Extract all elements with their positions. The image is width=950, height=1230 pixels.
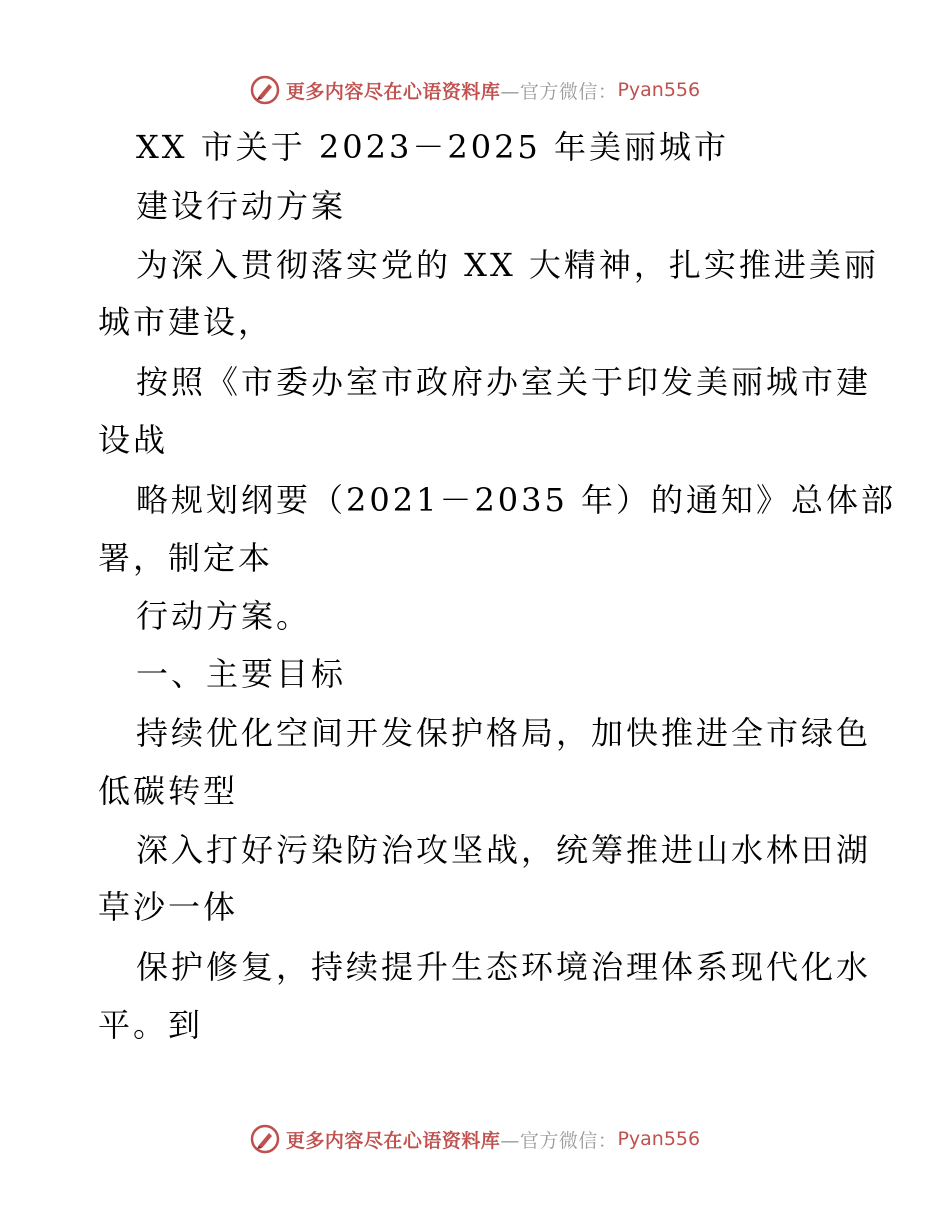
paragraph-line: 略规划纲要（2021－2035 年）的通知》总体部 [136, 481, 897, 519]
watermark-main-text: 更多内容尽在心语资料库 [285, 80, 501, 103]
paragraph-line: 署，制定本 [98, 539, 274, 577]
watermark-wechat-id: Pyan556 [617, 1128, 701, 1150]
watermark-wechat-id: Pyan556 [617, 79, 701, 101]
watermark-sub-text: —官方微信： [500, 1129, 618, 1152]
paragraph-line: 行动方案。 [136, 597, 312, 635]
document-title-line-1: XX 市关于 2023－2025 年美丽城市 [136, 128, 729, 166]
footer-watermark [0, 1119, 950, 1159]
header-watermark [0, 70, 950, 110]
paragraph-line: 城市建设， [98, 303, 274, 341]
section-heading: 一、主要目标 [136, 655, 347, 693]
paragraph-line: 按照《市委办室市政府办室关于印发美丽城市建 [136, 363, 872, 401]
paragraph-line: 低碳转型 [98, 772, 239, 810]
document-title-line-2: 建设行动方案 [136, 187, 347, 225]
paragraph-line: 保护修复，持续提升生态环境治理体系现代化水 [136, 948, 872, 986]
paragraph-line: 持续优化空间开发保护格局，加快推进全市绿色 [136, 714, 872, 752]
paragraph-line: 深入打好污染防治攻坚战，统筹推进山水林田湖 [136, 831, 872, 869]
pen-logo-icon [250, 75, 280, 105]
paragraph-line: 设战 [98, 421, 169, 459]
watermark-sub-text: —官方微信： [500, 80, 618, 103]
paragraph-line: 草沙一体 [98, 888, 239, 926]
watermark-main-text: 更多内容尽在心语资料库 [285, 1129, 501, 1152]
paragraph-line: 为深入贯彻落实党的 XX 大精神，扎实推进美丽 [136, 246, 879, 284]
pen-logo-icon [250, 1124, 280, 1154]
paragraph-line: 平。到 [98, 1006, 204, 1044]
